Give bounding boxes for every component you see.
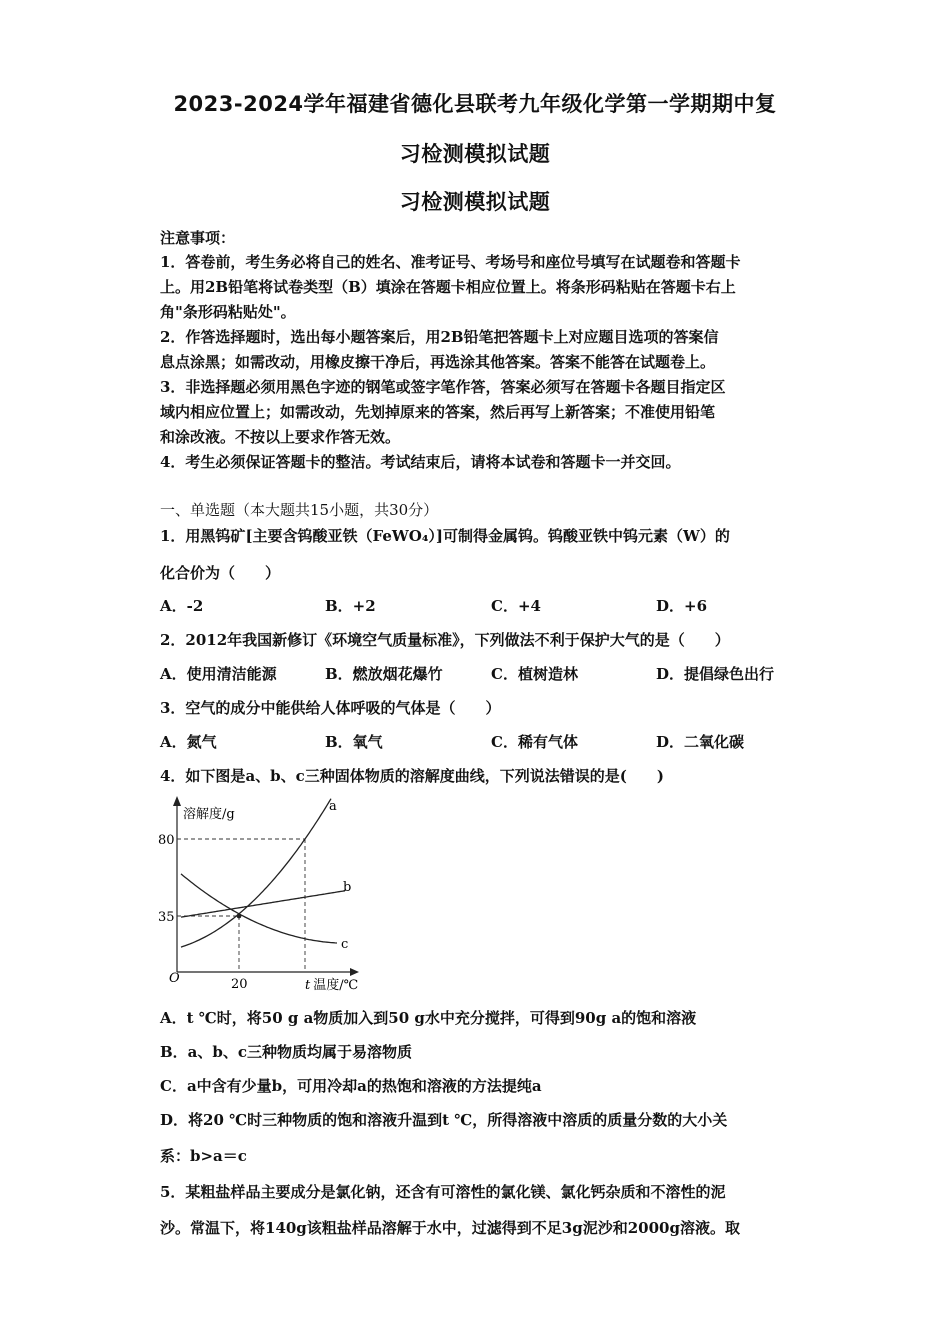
x-axis-label-text: 温度/℃ xyxy=(313,978,359,993)
q3-option-c[interactable]: C．稀有气体 xyxy=(491,733,578,751)
q1-option-c[interactable]: C．+4 xyxy=(491,597,541,615)
notice-line: 角"条形码粘贴处"。 xyxy=(160,303,296,321)
q1-option-a[interactable]: A．-2 xyxy=(160,597,204,615)
solubility-chart xyxy=(155,792,375,997)
notice-line: 2．作答选择题时，选出每小题答案后，用2B铅笔把答题卡上对应题目选项的答案信 xyxy=(160,328,719,346)
q2-option-b[interactable]: B．燃放烟花爆竹 xyxy=(325,665,443,683)
notice-line: 和涂改液。不按以上要求作答无效。 xyxy=(160,428,401,446)
q4-option-c[interactable]: C．a中含有少量b，可用冷却a的热饱和溶液的方法提纯a xyxy=(160,1077,542,1095)
notice-line: 3．非选择题必须用黑色字迹的钢笔或签字笔作答，答案必须写在答题卡各题目指定区 xyxy=(160,378,726,396)
q3-option-a[interactable]: A．氮气 xyxy=(160,733,217,751)
series-c-line xyxy=(181,874,337,943)
y-tick-35: 35 xyxy=(158,910,175,925)
series-b-line xyxy=(181,891,345,917)
x-tick-20: 20 xyxy=(231,977,248,992)
q3-stem: 3．空气的成分中能供给人体呼吸的气体是（ ） xyxy=(160,699,501,717)
x-tick-t-in-label: t xyxy=(305,978,311,993)
intersection-point xyxy=(237,914,242,919)
notice-line: 息点涂黑；如需改动，用橡皮擦干净后，再选涂其他答案。答案不能答在试题卷上。 xyxy=(160,353,716,371)
notice-line: 1．答卷前，考生务必将自己的姓名、准考证号、考场号和座位号填写在试题卷和答题卡 xyxy=(160,253,741,271)
q1-stem-line1: 1．用黑钨矿[主要含钨酸亚铁（FeWO₄）]可制得金属钨。钨酸亚铁中钨元素（W）的 xyxy=(160,527,730,545)
y-axis-arrow xyxy=(173,796,181,806)
series-c-label: c xyxy=(341,937,349,952)
q2-option-a[interactable]: A．使用清洁能源 xyxy=(160,665,277,683)
q4-stem: 4．如下图是a、b、c三种固体物质的溶解度曲线，下列说法错误的是( ) xyxy=(160,767,664,785)
exam-title-line1: 2023-2024学年福建省德化县联考九年级化学第一学期期中复 xyxy=(173,92,777,116)
q3-option-b[interactable]: B．氧气 xyxy=(325,733,383,751)
q5-stem-line1: 5．某粗盐样品主要成分是氯化钠，还含有可溶性的氯化镁、氯化钙杂质和不溶性的泥 xyxy=(160,1183,726,1201)
y-axis-label: 溶解度/g xyxy=(183,807,235,822)
q2-stem: 2．2012年我国新修订《环境空气质量标准》，下列做法不利于保护大气的是（ ） xyxy=(160,631,730,649)
q1-option-b[interactable]: B．+2 xyxy=(325,597,376,615)
q4-option-b[interactable]: B．a、b、c三种物质均属于易溶物质 xyxy=(160,1043,413,1061)
exam-title-line2: 习检测模拟试题 xyxy=(399,142,551,166)
q1-stem-line2: 化合价为（ ） xyxy=(160,564,281,582)
y-tick-80: 80 xyxy=(158,833,175,848)
exam-title-line3: 习检测模拟试题 xyxy=(399,190,551,214)
q2-option-d[interactable]: D．提倡绿色出行 xyxy=(656,665,775,683)
q5-stem-line2: 沙。常温下，将140g该粗盐样品溶解于水中，过滤得到不足3g泥沙和2000g溶液。取 xyxy=(160,1219,740,1237)
notice-heading: 注意事项： xyxy=(160,229,236,247)
notice-line: 上。用2B铅笔将试卷类型（B）填涂在答题卡相应位置上。将条形码粘贴在答题卡右上 xyxy=(160,278,736,296)
notice-line: 4．考生必须保证答题卡的整洁。考试结束后，请将本试卷和答题卡一并交回。 xyxy=(160,453,681,471)
q4-option-d-line1[interactable]: D．将20 ℃时三种物质的饱和溶液升温到t ℃，所得溶液中溶质的质量分数的大小关 xyxy=(160,1111,728,1129)
origin-label: O xyxy=(169,971,180,986)
notice-line: 域内相应位置上；如需改动，先划掉原来的答案，然后再写上新答案；不准使用铅笔 xyxy=(160,403,716,421)
q3-option-d[interactable]: D．二氧化碳 xyxy=(656,733,745,751)
series-a-label: a xyxy=(329,799,337,814)
q4-option-d-line2[interactable]: 系：b>a＝c xyxy=(160,1147,247,1165)
series-b-label: b xyxy=(343,880,352,895)
x-axis-arrow xyxy=(350,968,359,976)
q1-option-d[interactable]: D．+6 xyxy=(656,597,708,615)
section-heading: 一、单选题（本大题共15小题，共30分） xyxy=(160,501,439,519)
q4-option-a[interactable]: A．t ℃时，将50 g a物质加入到50 g水中充分搅拌，可得到90g a的饱和溶液 xyxy=(160,1009,697,1027)
x-axis-label xyxy=(305,977,358,993)
q2-option-c[interactable]: C．植树造林 xyxy=(491,665,578,683)
